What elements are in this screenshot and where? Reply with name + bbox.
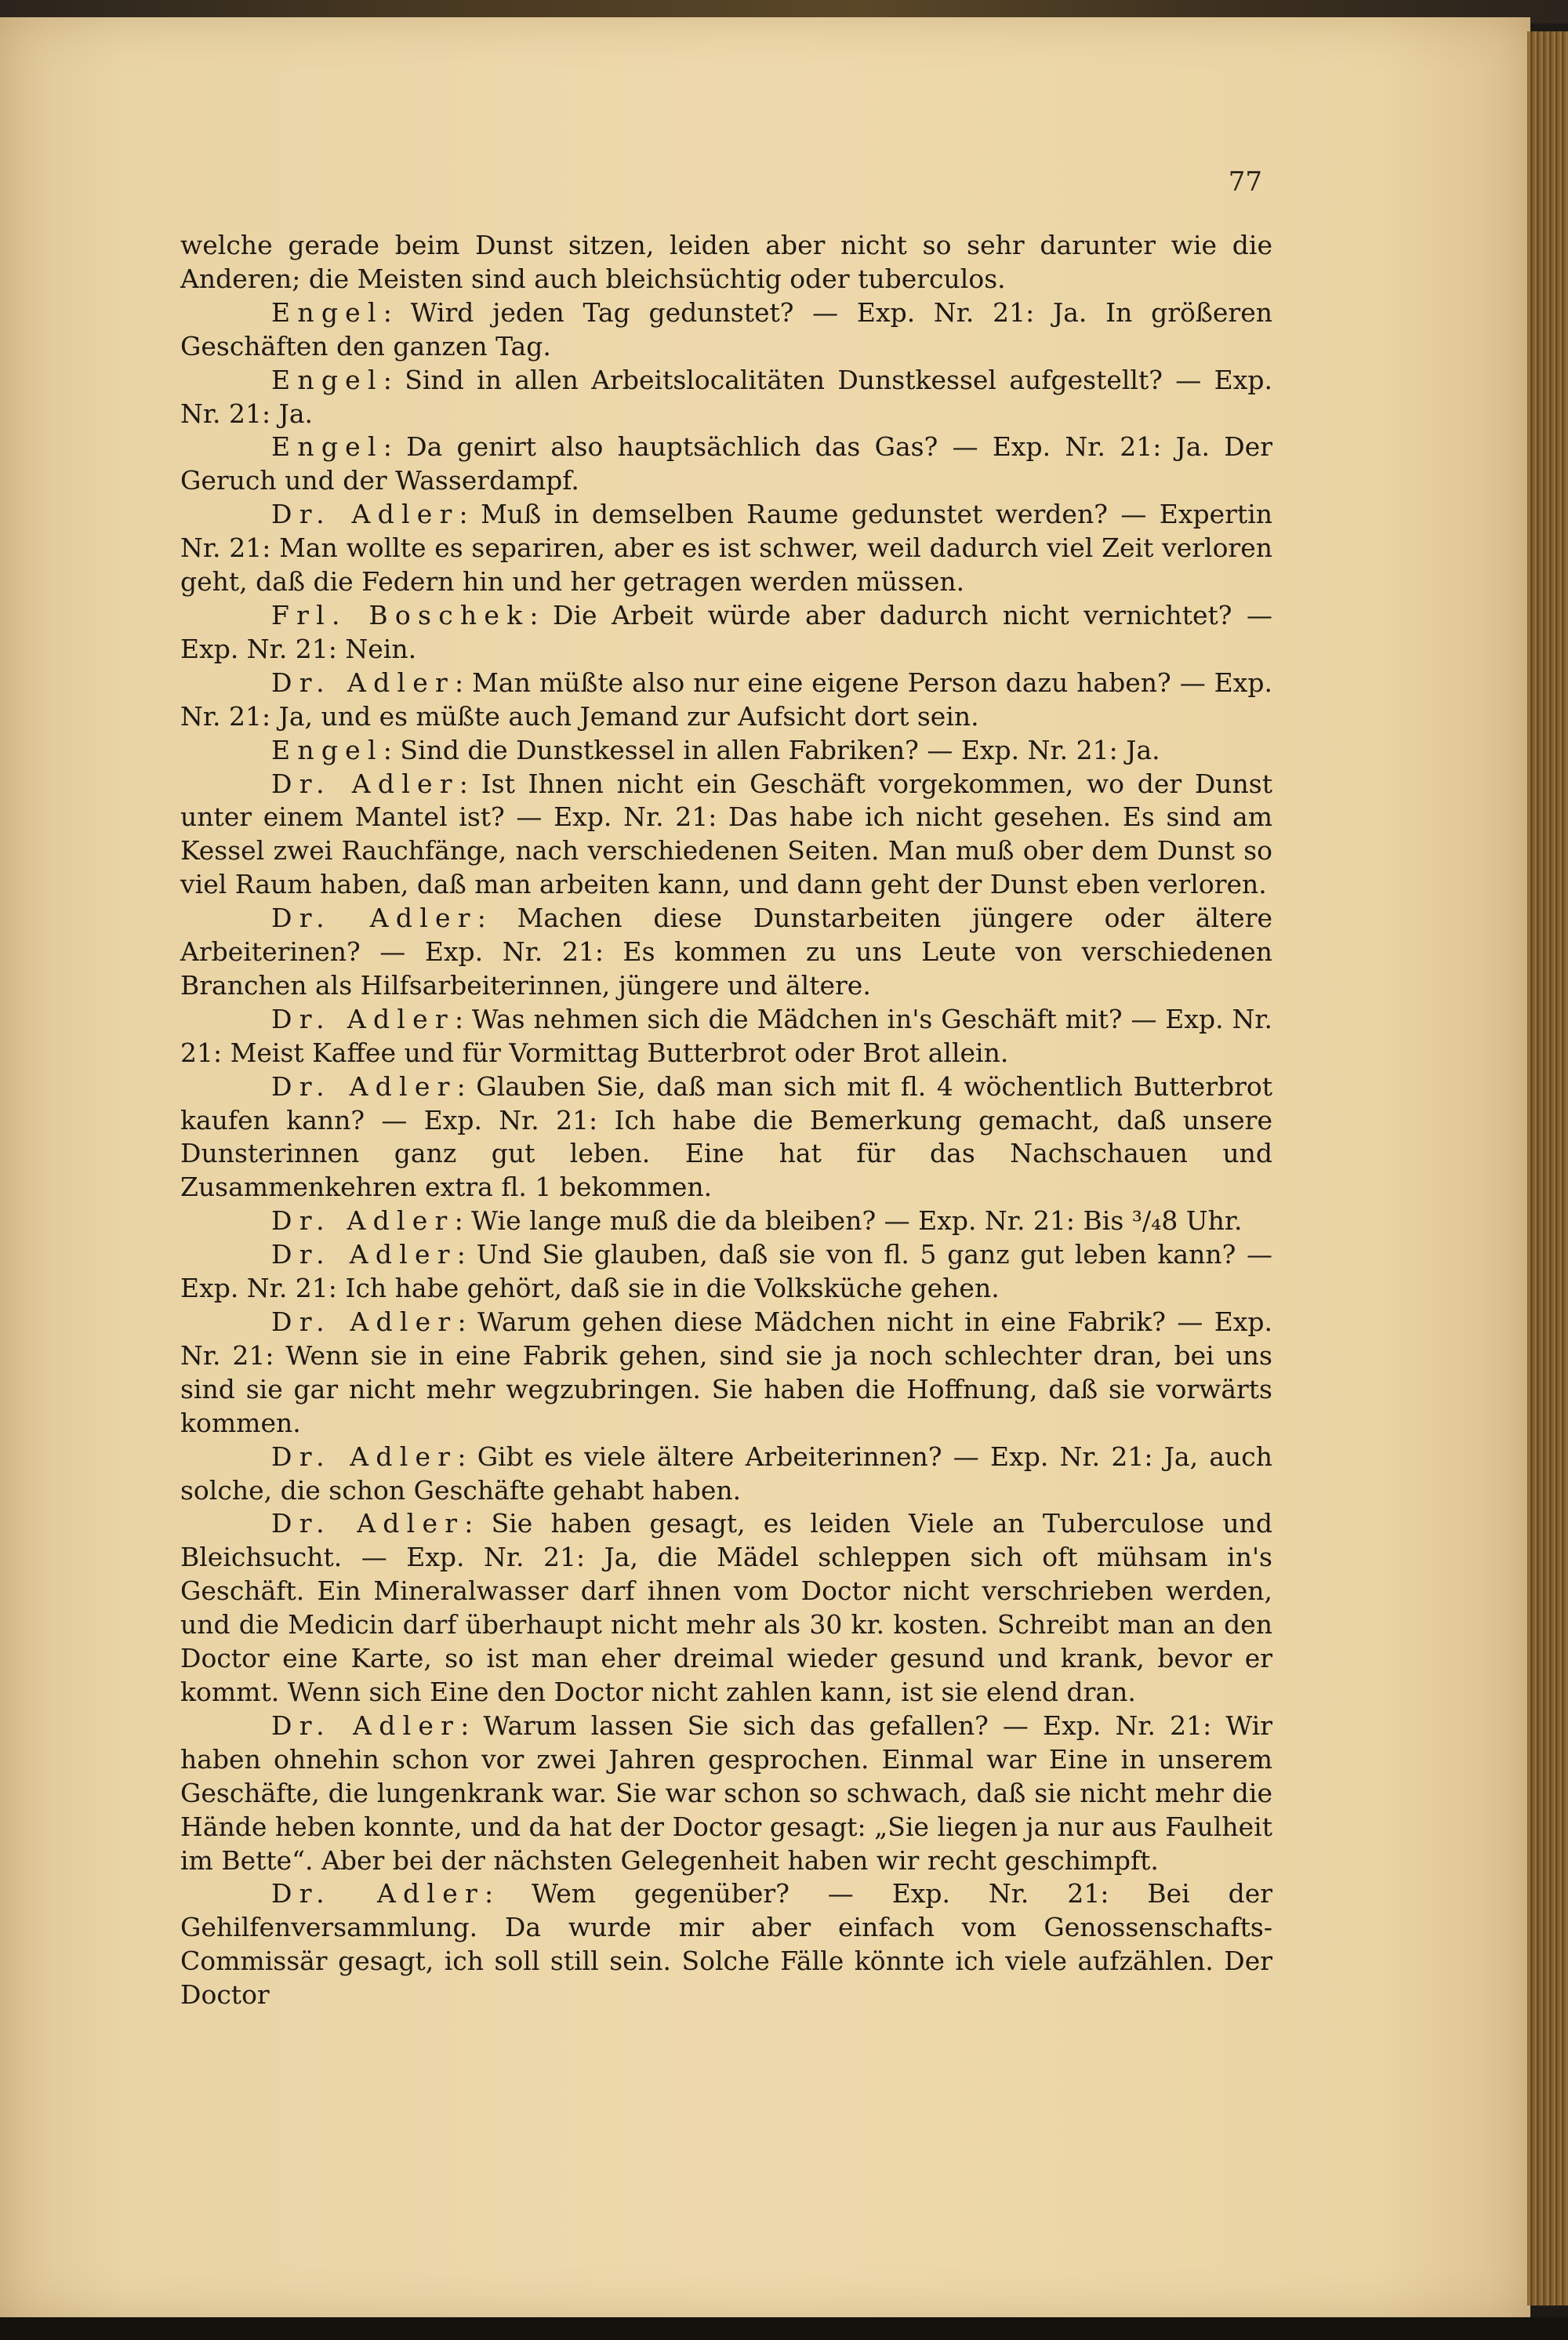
speaker-name: Engel <box>271 431 383 463</box>
paragraph <box>180 431 1272 498</box>
paragraph-text: : Warum lassen Sie sich das gefallen? — Exp. Nr. 21: Wir haben ohnehin schon vor zwei Jahren gesprochen. Einmal war Eine in unserem Geschäfte, die lungenkrank war. Sie war schon so schwach, daß sie nicht mehr die Hände heben konnte, und da hat der Doctor gesagt: „Sie liegen ja nur aus Faulheit im Bette“. Aber bei der nächsten Gelegenheit haben wir recht geschimpft. <box>180 1710 1273 1876</box>
paragraph <box>180 1877 1272 2012</box>
paragraph <box>180 296 1272 364</box>
paragraph <box>180 1306 1272 1441</box>
paragraph <box>180 902 1272 1003</box>
paragraph <box>180 1441 1272 1508</box>
paragraph <box>180 364 1272 431</box>
speaker-name: Dr. Adler <box>271 903 477 934</box>
speaker-name: Dr. Adler <box>271 1003 455 1034</box>
speaker-name: Dr. Adler <box>271 1306 458 1337</box>
bottom-shadow <box>0 2317 1568 2340</box>
paragraph-text: : Sie haben gesagt, es leiden Viele an Tuberculose und Bleichsucht. — Exp. Nr. 21: Ja, die Mädel schleppen sich oft mühsam in's Geschäft. Ein Mineralwasser darf ihnen vom Doctor nicht verschrieben werden, und die Medicin darf überhaupt nicht mehr als 30 kr. kosten. Schreibt man an den Doctor eine Karte, so ist man eher dreimal wieder gesund und krank, bevor er kommt. Wenn sich Eine den Doctor nicht zahlen kann, ist sie elend dran. <box>180 1508 1273 1707</box>
paragraph-text: : Muß in demselben Raume gedunstet werden? — Expertin Nr. 21: Man wollte es separiren, aber es ist schwer, weil dadurch viel Zeit verloren geht, daß die Federn hin und her getragen werden müssen. <box>180 499 1273 598</box>
paragraph-text: : Sind die Dunstkessel in allen Fabriken? — Exp. Nr. 21: Ja. <box>383 734 1160 765</box>
paragraph <box>180 1710 1272 1878</box>
book-page-edges <box>1527 31 1568 2305</box>
speaker-name: Dr. Adler <box>271 667 456 698</box>
paragraph <box>180 1070 1272 1205</box>
paragraph-text: welche gerade beim Dunst sitzen, leiden aber nicht so sehr darunter wie die Anderen; die Meisten sind auch bleichsüchtig oder tuberculos. <box>180 230 1272 294</box>
speaker-name: Engel <box>271 734 383 765</box>
speaker-name: Dr. Adler <box>271 768 459 799</box>
speaker-name: Engel <box>271 364 383 395</box>
speaker-name: Dr. Adler <box>271 1710 461 1741</box>
paragraph <box>180 1205 1272 1238</box>
paragraph-text: : Sind in allen Arbeitslocalitäten Dunstkessel aufgestellt? — Exp. Nr. 21: Ja. <box>180 364 1272 429</box>
paragraph <box>180 734 1272 768</box>
paragraph <box>180 667 1272 734</box>
speaker-name: Dr. Adler <box>271 1239 457 1270</box>
paragraph <box>180 229 1272 296</box>
paragraph-text: : Da genirt also hauptsächlich das Gas? — Exp. Nr. 21: Ja. Der Geruch und der Wasserdampf. <box>180 431 1272 496</box>
speaker-name: Dr. Adler <box>271 1441 458 1472</box>
paragraph-text: : Wie lange muß die da bleiben? — Exp. Nr. 21: Bis ³/₄8 Uhr. <box>454 1205 1243 1237</box>
speaker-name: Dr. Adler <box>271 1508 465 1539</box>
paragraph <box>180 599 1272 667</box>
speaker-name: Dr. Adler <box>271 1070 457 1102</box>
speaker-name: Dr. Adler <box>271 499 459 530</box>
paragraph-text: : Wem gegenüber? — Exp. Nr. 21: Bei der Gehilfenversammlung. Da wurde mir aber einfach vom Genossenschafts-Commissär gesagt, ich soll still sein. Solche Fälle könnte ich viele aufzählen. Der Doctor <box>180 1878 1272 2011</box>
paragraph-text: : Gibt es viele ältere Arbeiterinnen? — Exp. Nr. 21: Ja, auch solche, die schon Geschäfte gehabt haben. <box>180 1441 1272 1506</box>
speaker-name: Dr. Adler <box>271 1205 455 1237</box>
paragraph-text: : Glauben Sie, daß man sich mit fl. 4 wöchentlich Butterbrot kaufen kann? — Exp. Nr. 21: Ich habe die Bemerkung gemacht, daß unsere Dunsterinnen ganz gut leben. Eine hat für das Nachschauen und Zusammenkehren extra fl. 1 bekommen. <box>180 1070 1272 1203</box>
paragraph <box>180 498 1272 599</box>
paragraph-text: : Man müßte also nur eine eigene Person dazu haben? — Exp. Nr. 21: Ja, und es müßte auch Jemand zur Aufsicht dort sein. <box>180 667 1272 732</box>
speaker-name: Engel <box>271 296 383 328</box>
paragraph-text: : Was nehmen sich die Mädchen in's Geschäft mit? — Exp. Nr. 21: Meist Kaffee und für Vormittag Butterbrot oder Brot allein. <box>180 1003 1273 1068</box>
paragraph-text: : Ist Ihnen nicht ein Geschäft vorgekommen, wo der Dunst unter einem Mantel ist? — Exp. Nr. 21: Das habe ich nicht gesehen. Es sind am Kessel zwei Rauchfänge, nach verschiedenen Seiten. Man muß ober dem Dunst so viel Raum haben, daß man arbeiten kann, und dann geht der Dunst eben verloren. <box>180 768 1272 900</box>
paragraph-text: : Warum gehen diese Mädchen nicht in eine Fabrik? — Exp. Nr. 21: Wenn sie in eine Fabrik gehen, sind sie ja noch schlechter dran, bei uns sind sie gar nicht mehr wegzubringen. Sie haben die Hoffnung, daß sie vorwärts kommen. <box>180 1306 1273 1438</box>
body-text <box>180 229 1272 2012</box>
paragraph <box>180 1003 1272 1070</box>
paragraph <box>180 1507 1272 1709</box>
paragraph-text: : Die Arbeit würde aber dadurch nicht vernichtet? — Exp. Nr. 21: Nein. <box>180 599 1272 664</box>
page-number: 77 <box>1228 166 1262 198</box>
paragraph-text: : Und Sie glauben, daß sie von fl. 5 ganz gut leben kann? — Exp. Nr. 21: Ich habe gehört, daß sie in die Volksküche gehen. <box>180 1239 1272 1304</box>
paragraph-text: : Machen diese Dunstarbeiten jüngere oder ältere Arbeiterinen? — Exp. Nr. 21: Es kommen zu uns Leute von verschiedenen Branchen als Hilfsarbeiterinnen, jüngere und ältere. <box>180 903 1273 1001</box>
paragraph <box>180 768 1272 903</box>
speaker-name: Frl. Boschek <box>271 599 530 630</box>
speaker-name: Dr. Adler <box>271 1878 485 1909</box>
paragraph <box>180 1238 1272 1306</box>
paragraph-text: : Wird jeden Tag gedunstet? — Exp. Nr. 21: Ja. In größeren Geschäften den ganzen Tag. <box>180 296 1272 362</box>
